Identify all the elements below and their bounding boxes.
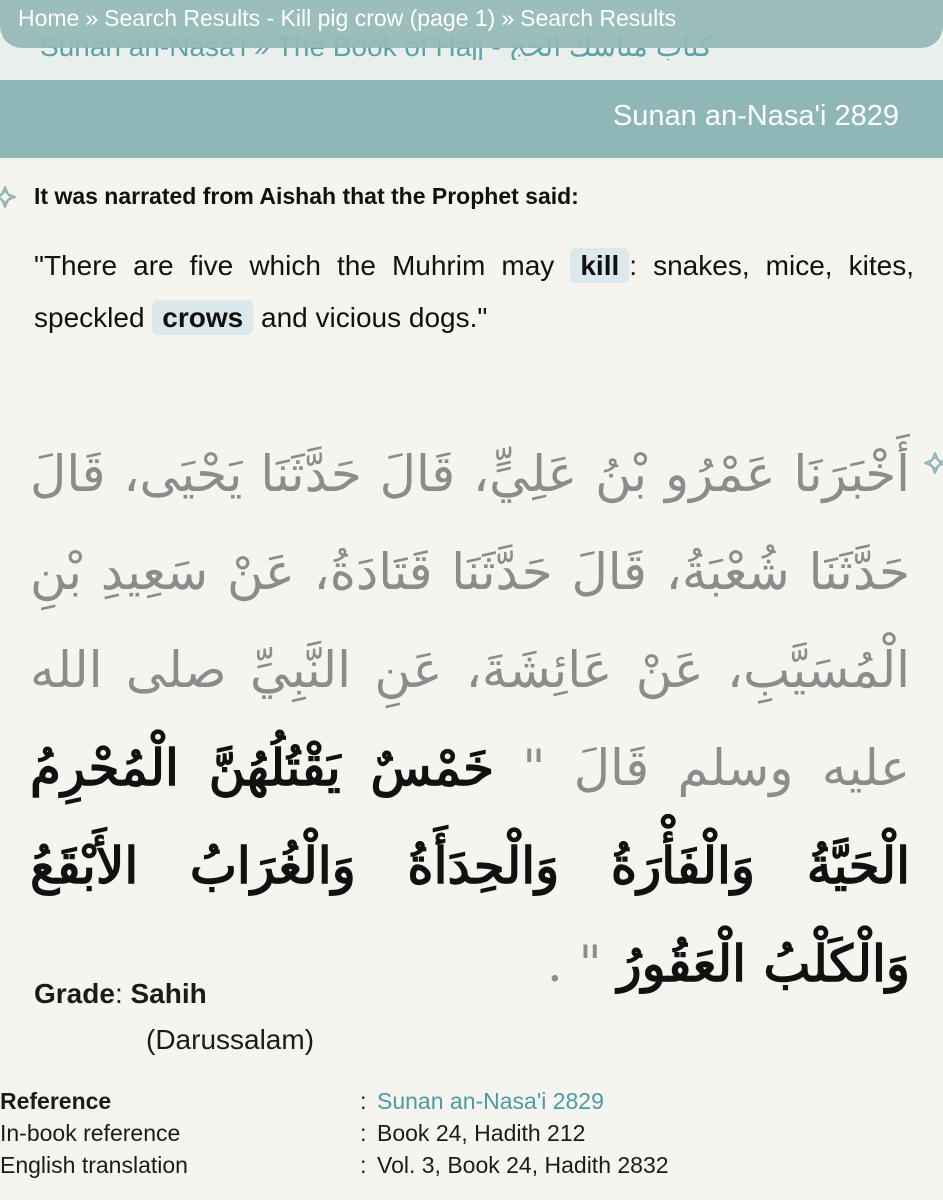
arabic-sanad: أَخْبَرَنَا عَمْرُو بْنُ عَلِيٍّ، قَالَ حَدَّثَنَا يَحْيَى، قَالَ حَدَّثَنَا شُعْبَةُ، قَالَ حَدَّثَنَا قَتَادَةُ، عَنْ سَعِيدِ بْنِ الْمُسَيَّبِ، عَنْ عَائِشَةَ، عَنِ النَّبِيِّ صلى الله عليه وسلم قَالَ ": [30, 445, 910, 797]
search-highlight-crows: crows: [152, 300, 253, 335]
hadith-narrator: It was narrated from Aishah that the Prophet said:: [34, 183, 579, 209]
breadcrumb: [18, 5, 676, 32]
grade-label: Grade: [34, 978, 115, 1009]
breadcrumb-separator: »: [85, 5, 99, 31]
ornament-star-icon: [924, 452, 943, 474]
text-segment: and vicious dogs.": [253, 302, 488, 333]
reference-link[interactable]: Sunan an-Nasa'i 2829: [377, 1088, 604, 1114]
search-highlight-kill: kill: [570, 248, 629, 283]
text-segment: "There are five which the Muhrim may: [34, 250, 571, 281]
hadith-header-band: [0, 80, 943, 158]
hadith-arabic-text: [30, 425, 910, 1013]
reference-label: English translation: [0, 1152, 188, 1178]
reference-row: [0, 1088, 943, 1120]
reference-row: [0, 1120, 943, 1152]
hadith-english-text: [34, 240, 914, 344]
hadith-reference-title: Sunan an-Nasa'i 2829: [612, 100, 899, 132]
reference-colon: :: [360, 1152, 367, 1178]
grade-colon: :: [114, 978, 123, 1009]
grade-source: (Darussalam): [146, 1024, 315, 1055]
reference-value: Vol. 3, Book 24, Hadith 2832: [377, 1152, 669, 1178]
reference-value: Book 24, Hadith 212: [377, 1120, 586, 1146]
reference-colon: :: [360, 1120, 367, 1146]
reference-label: In-book reference: [0, 1120, 181, 1146]
ornament-star-icon: [0, 186, 16, 208]
grade-line: [34, 978, 207, 1010]
arabic-end: " .: [546, 935, 618, 993]
breadcrumb-search-results-link[interactable]: Search Results - Kill pig crow (page 1): [104, 5, 496, 31]
reference-row: [0, 1152, 943, 1184]
breadcrumb-current: Search Results: [520, 5, 677, 31]
arabic-matn: خَمْسٌ يَقْتُلُهُنَّ الْمُحْرِمُ الْحَيَّةُ وَالْفَأْرَةُ وَالْحِدَأَةُ وَالْغُرَابُ الأَبْقَعُ وَالْكَلْبُ الْعَقُورُ: [30, 738, 910, 993]
reference-colon: :: [360, 1088, 367, 1114]
breadcrumb-separator: »: [501, 5, 515, 31]
reference-table: [0, 1088, 943, 1184]
grade-value: Sahih: [130, 978, 207, 1009]
text-segment: : snakes, mice, kites, speckled: [34, 250, 914, 333]
breadcrumb-home-link[interactable]: Home: [18, 5, 80, 31]
reference-label: Reference: [0, 1088, 112, 1114]
